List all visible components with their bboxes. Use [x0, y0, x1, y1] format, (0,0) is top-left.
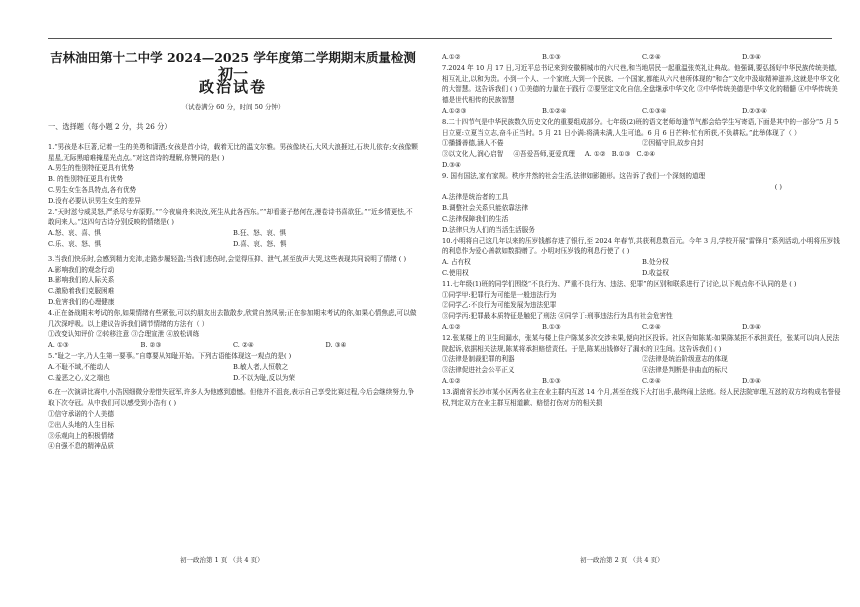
question-stem: 8.二十四节气是中华民族数久历史文化的重要组成部分。七年级(2)班的语文老师每逢节气都会给学生写寄语,下面是其中的一部分“5 月 5 日立夏:立夏当立志,奋斗正当时。5 月 21 日小满:将满未满,人生可追。6 月 6 日芒种:忙有所获,不负耕耘。”此举体现了（ ） [442, 117, 839, 137]
option: B.影响我们的人际关系 [48, 276, 115, 285]
option: B.敏人者,人恒敬之 [233, 362, 289, 371]
option: C.②④ [642, 376, 661, 385]
option: A.怒、哀、喜、惧 [48, 229, 102, 238]
statement-row [442, 354, 842, 365]
option-row [48, 228, 418, 239]
question-4 [48, 308, 418, 351]
option: A.①② [442, 376, 461, 385]
question-stem: 11.七年级(1)班的同学们围绕“不良行为、严重不良行为、违法、犯罪”的区别和联系进行了讨论,以下观点你不认同的是 ( ) [442, 279, 797, 288]
option: B. ②③ [140, 341, 162, 350]
statement: ①同学甲:犯罪行为可能是一般违法行为 [442, 290, 557, 299]
option: A.影响我们的观念行动 [48, 265, 115, 274]
page-footer: 初一政治第 1 页 （共 4 页） [180, 556, 264, 564]
option: D.③④ [742, 376, 761, 385]
option: B.调整社会关系只能依靠法律 [442, 204, 529, 213]
statement: ①信守承诺的个人美德 [48, 409, 114, 418]
option: B.狂、怒、哀、惧 [233, 229, 287, 238]
option: D.喜、哀、怒、惧 [233, 239, 287, 248]
question-stem: 7.2024 年 10 月 17 日,习近平总书记来到安徽桐城市的六尺巷,和当地居民一起重温张英礼让典故。他强调,要弘扬好中华民族传统美德,相互礼让,以和为贵。小到一个人、一个家庭,大到一个民族、一个国家,都能从六尺巷所体现的“和合”文化中汲取精神滋养,这就是中华文化的大智慧。这告诉我们 ( ) ①美德的力量在于践行 ②要坚定文化自信,全盘继承中华文化 ③中华传统美德是中华文化的精髓 ④中华传统美德是世代相传的民族智慧 [442, 63, 840, 105]
top-rule [48, 38, 430, 39]
question-items: ①改变认知评价 ②转移注意 ③合理宣泄 ④放松训练 [48, 330, 200, 339]
left-column [48, 122, 418, 452]
option: B.①③ [542, 53, 561, 61]
question-10 [442, 236, 842, 279]
option: C.激励着我们克服困难 [48, 287, 115, 296]
option-row [48, 340, 418, 351]
question-8 [442, 117, 842, 171]
exam-meta: （试卷满分 60 分，时间 50 分钟） [181, 103, 285, 111]
question-9 [442, 171, 842, 236]
option: D.③④ [742, 322, 761, 331]
option: A. ①② [584, 150, 606, 159]
option: A.①② [442, 53, 461, 61]
option: B. 的性别特征更具有优势 [48, 175, 123, 184]
option-row [442, 106, 842, 117]
statement: ②法律是统治阶级意志的体现 [642, 355, 728, 364]
question-stem: 10.小明将自己这几年以来的压岁钱都存进了银行,至 2024 年春节,共获利息数百元。今年 3 月,学校开展“雷锋月”系列活动,小明将压岁钱的利息作为爱心善款如数捐赠了。小明对压岁钱的利息行使了 ( ) [442, 236, 840, 256]
option: C.男生女生各具特点,各有优势 [48, 185, 137, 194]
question-6 [48, 387, 418, 452]
statement: ④吾爱吾师,更爱真理 [513, 150, 575, 159]
section-heading: 一、选择题（每小题 2 分，共 26 分） [48, 122, 172, 131]
option-row [48, 239, 418, 250]
option: D.②③④ [742, 106, 767, 115]
option: D.收益权 [642, 268, 669, 277]
option: A. ①③ [48, 341, 69, 350]
option-row [442, 322, 842, 333]
option-row [442, 257, 842, 268]
statement-row [442, 138, 842, 149]
statement: ②出人头地的人生目标 [48, 420, 114, 429]
question-3 [48, 254, 418, 308]
question-12 [442, 333, 842, 387]
question-2 [48, 207, 418, 250]
top-rule [430, 38, 832, 39]
statement: ③同学丙:犯罪最本质特征是触犯了刑法 ④同学丁:刑事违法行为具有社会危害性 [442, 312, 673, 321]
question-stem: 3.当我们快乐时,会感到精力充沛,走路步履轻盈;当我们悲伤时,会觉得压抑、泄气,甚至放声大哭,这些表现共同说明了情绪 ( ) [48, 254, 407, 263]
option: A.①② [442, 322, 461, 331]
question-13 [442, 387, 842, 409]
option: C.使用权 [442, 268, 469, 277]
answer-paren: ( ) [774, 182, 782, 191]
option: C.法律保障我们的生活 [442, 214, 509, 223]
option: B.①③ [611, 150, 631, 159]
question-5 [48, 351, 418, 383]
option: D. ③④ [325, 341, 347, 350]
option: C.羞恶之心,义之端也 [48, 373, 110, 382]
question-stem: 4.正在备战期末考试的你,如果情绪有些紧张,可以约朋友出去散散步,欣赏自然风景;正在参加期末考试的你,如果心情焦虑,可以做几次深呼吸。以上建议告诉我们调节情绪的方法有（ ） [48, 308, 417, 328]
option: C.②④ [642, 322, 661, 331]
page-footer: 初一政治第 2 页 （共 4 页） [580, 556, 664, 564]
statement: ②因循守旧,故步自封 [642, 139, 704, 148]
option: A. 占有权 [442, 258, 471, 267]
statement-row [442, 149, 842, 160]
exam-title-text: 吉林油田第十二中学 2024—2025 学年度第二学期期末质量检测 [50, 50, 416, 65]
option: A.不耻不域,不能动人 [48, 362, 110, 371]
option-row [442, 376, 842, 387]
option-row [48, 362, 418, 373]
statement: ③以文化人,润心启智 [442, 150, 504, 159]
question-1 [48, 142, 418, 207]
statement: ③乐观向上的积极情绪 [48, 431, 114, 440]
exam-title-grade: 初一 [217, 65, 248, 83]
question-stem: 13.湖南省长沙市某小区两名业主在业主群内互怼 14 个月,甚至在线下大打出手,最终闹上法庭。经人民法院审理,互怼的双方均构成名誉侵权,判定双方在业主群互相道歉、赔偿打伤对方的相关损 [442, 387, 841, 407]
option: D.不以为耻,反以为荣 [233, 373, 295, 382]
option: A.男生的性别特征更具有优势 [48, 164, 134, 173]
statement-row [442, 365, 842, 376]
question-stem: 6.在一次演讲比赛中,小浩因细微分差惜失冠军,许多人为他感到遗憾。但他并不沮丧,表示自己享受比赛过程,今后会继续努力,争取下次夺冠。从中我们可以感受到小浩有 ( ) [48, 388, 415, 408]
option: D.没有必要认识男生女生的差异 [48, 196, 141, 205]
option: D.③④ [442, 160, 461, 169]
option: D.③④ [742, 53, 761, 61]
question-stem: 5.“耻之一字,乃人生第一要事。”自尊要从知耻开始。下列古语能体现这一观点的是( ) [48, 351, 292, 360]
right-column [442, 52, 842, 408]
question-stem: 2.“天时怼兮威灵怒,严杀尽兮弃原野。”“今夜扁舟来决汝,死生从此各西东。”“却看妻子愁何在,漫卷诗书喜欲狂。”“近乡情更怯,不敢问来人。”这四句古诗分别反映的情绪是( ) [48, 207, 413, 227]
statement: ①播播善德,涵人不倦 [442, 139, 504, 148]
option: B.①③ [542, 322, 561, 331]
statement: ②同学乙:不良行为可能发展为违法犯罪 [442, 301, 557, 310]
question-stem: 9. 国有国法,家有家规。秩序井然的社会生活,法律如影随形。这告诉了我们一个深刻的道理 [442, 171, 706, 180]
option: C. ②④ [233, 341, 254, 350]
option: B.①③ [542, 376, 561, 385]
option: A.法律是统治者的工具 [442, 193, 509, 202]
option-row [48, 373, 418, 384]
option: C.乐、哀、怒、惧 [48, 239, 102, 248]
option: C.②④ [642, 53, 661, 61]
option: A.①②③ [442, 106, 467, 115]
statement: ①法律是制裁犯罪的利器 [442, 355, 515, 364]
exam-subtitle: 政治试卷 [198, 78, 267, 96]
statement: ④自强不息的精神品质 [48, 442, 114, 451]
option: C.①③④ [642, 106, 667, 115]
option: D.法律只为人们的当活生活服务 [442, 225, 535, 234]
option: D.危害我们的心理健康 [48, 297, 115, 306]
statement: ③法律促进社会公平正义 [442, 366, 515, 375]
option: C.②④ [636, 150, 656, 159]
option-row [442, 52, 842, 63]
question-stem: 1.“男孩是本巨著,记着一生的美勇和潇洒;女孩是首小诗，载着无比的温文尔雅。男孩像块石,大风大浪捱过,石块儿依存;女孩像颗星星,无际黑暗难掩星光点点。”对这首诗的理解,你赞同的是( ) [48, 142, 418, 162]
question-7 [442, 63, 842, 117]
option: B.①②④ [542, 106, 567, 115]
statement: ④法律是判断是非曲直的标尺 [642, 366, 728, 375]
option-row [442, 268, 842, 279]
question-11 [442, 279, 842, 333]
question-stem: 12.张某楼上的卫生间漏水，张某与楼上住户陈某多次交涉未果,便向社区投诉。社区告知陈某:如果陈某拒不承担责任，张某可以向人民法院起诉,依据相关法规,陈某将承担赔偿责任。于是,陈某出钱修好了漏水的卫生间。这告诉我们 ( ) [442, 333, 840, 353]
exam-page-2 [430, 0, 860, 607]
option: B.处分权 [642, 258, 669, 267]
